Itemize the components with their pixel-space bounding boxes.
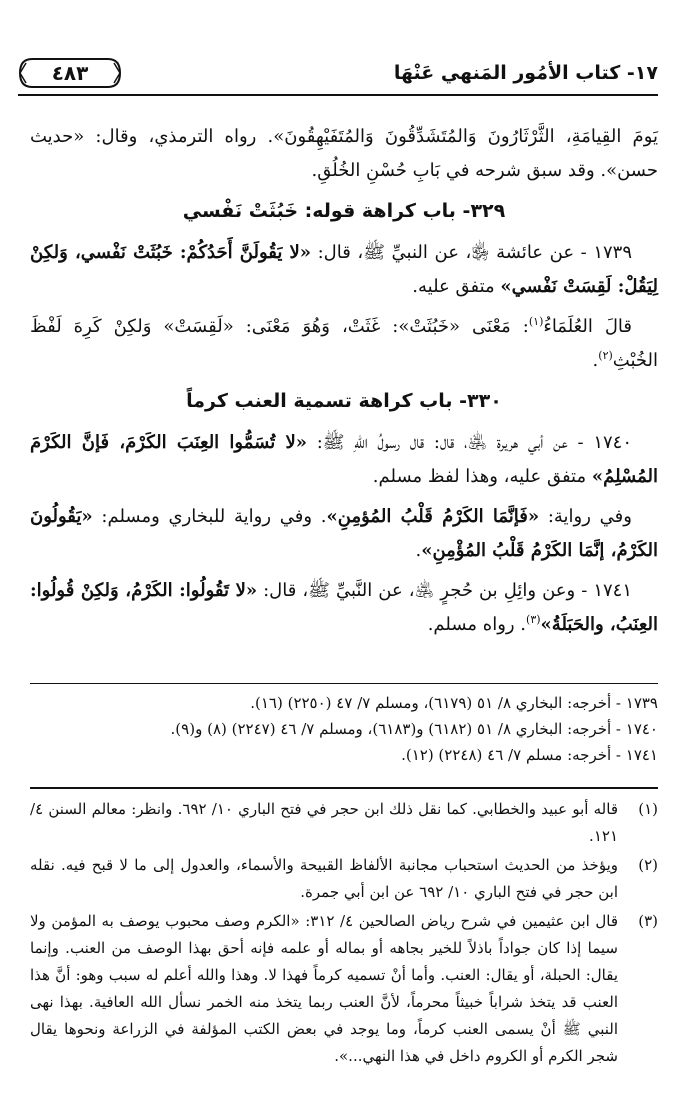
footnotes-divider bbox=[30, 787, 658, 789]
page-number: ٤٨٣ bbox=[51, 61, 89, 85]
header-rule bbox=[18, 94, 658, 96]
footnote-number: (٣) bbox=[638, 912, 658, 930]
footnote-number: (٢) bbox=[638, 856, 658, 874]
riwaya-1-intro: وفي رواية: bbox=[539, 506, 632, 527]
running-title: ١٧- كتاب الأمُور المَنهي عَنْهَا bbox=[393, 62, 658, 84]
hadith-1740-tail: متفق عليه، وهذا لفظ مسلم. bbox=[372, 466, 592, 487]
ulama-text: : مَعْنَى «خَبُثَتْ»: غَثَتْ، وَهُوَ مَعْنَى: «لَقِسَتْ» وَلكِنْ كَرِهَ لَفْظَ الخُبْثِ bbox=[30, 316, 658, 371]
ulama-paragraph bbox=[30, 310, 658, 378]
hadith-1740-intro: ١٧٤٠ - عن أبي هريرة ﵁، قال: قال رسولُ اللهِ ﷺ: bbox=[306, 432, 632, 453]
source-line-1741: ١٧٤١ - أخرجه: مسلم ٧/ ٤٦ (٢٢٤٨) (١٢). bbox=[401, 746, 658, 764]
chapter-heading-330: ٣٣٠- باب كراهة تسمية العنب كرماً bbox=[186, 390, 502, 412]
footnote-text: ويؤخذ من الحديث استحباب مجانبة الألفاظ القبيحة والأسماء، والعدول إلى ما لا قبح فيه. نقله ابن حجر في فتح الباري ١٠/ ٦٩٢ عن ابن أبي جمرة. bbox=[30, 856, 618, 901]
footnotes bbox=[30, 796, 658, 1072]
hadith-1739-tail: متفق عليه. bbox=[412, 276, 501, 297]
footnote-2 bbox=[30, 852, 658, 906]
source-line-1739: ١٧٣٩ - أخرجه: البخاري ٨/ ٥١ (٦١٧٩)، ومسلم ٧/ ٤٧ (٢٢٥٠) (١٦). bbox=[250, 694, 658, 712]
page-header bbox=[18, 52, 658, 94]
footnote-ref-3[interactable]: (٣) bbox=[526, 613, 541, 626]
riwaya-1-matn: «فَإنَّمَا الكَرْمُ قَلْبُ المُؤمِنِ» bbox=[326, 506, 540, 527]
hadith-1739-matn: «لا يَقُولَنَّ أَحَدُكُمْ: خَبُثَتْ نَفْسي، وَلكِنْ لِيَقُلْ: لَقِسَتْ نَفْسي» bbox=[30, 242, 658, 297]
source-line-1740: ١٧٤٠ - أخرجه: البخاري ٨/ ٥١ (٦١٨٢) و(٦١٨٣)، ومسلم ٧/ ٤٦ (٢٢٤٧) (٨) و(٩). bbox=[170, 720, 658, 738]
riwaya-paragraph bbox=[30, 500, 658, 568]
hadith-1740 bbox=[30, 426, 658, 494]
hadith-1741 bbox=[30, 574, 658, 642]
hadith-1740-matn: «لا تُسَمُّوا العِنَبَ الكَرْمَ، فَإنَّ الكَرْمَ المُسْلِمُ» bbox=[30, 432, 658, 487]
riwaya-2-matn: «يَقُولُونَ الكَرْمُ، إنَّمَا الكَرْمُ قَلْبُ المُؤْمِنِ» bbox=[30, 506, 658, 561]
footnote-number: (١) bbox=[638, 800, 658, 818]
chapter-heading-329: ٣٢٩- باب كراهة قوله: خَبُثَتْ نَفْسي bbox=[182, 200, 506, 222]
ulama-end: . bbox=[592, 350, 599, 371]
page-number-frame bbox=[18, 57, 122, 89]
intro-paragraph: يَومَ القِيامَةِ، الثَّرْثَارُونَ وَالمُتَشَدِّقُونَ وَالمُتَفَيْهِقُونَ». رواه الترمذي، وقال: «حديث حسن». وقد سبق شرحه في بَابِ حُسْنِ الخُلُقِ. bbox=[30, 126, 658, 181]
riwaya-2-intro: . وفي رواية للبخاري ومسلم: bbox=[92, 506, 327, 527]
riwaya-end: . bbox=[415, 540, 422, 561]
hadith-1739 bbox=[30, 236, 658, 304]
footnote-text: قال ابن عثيمين في شرح رياض الصالحين ٤/ ٣١٢: «الكرم وصف محبوب يوصف به المؤمن ولا سيما إذا كان جواداً باذلاً للخير بجاهه أو بماله أو علمه فإنه أحق بهذا الوصف من العنب. وإنما يقال: الحبلة، أو يقال: العنب. وأما أنْ تسميه كرماً فهذا لا. وهذا والله أعلم له سبب وهو: أنَّ هذا العنب قد يتخذ شراباً خبيثاً محرماً، لأنَّ العنب ربما يتخذ منه الخمر نسأل الله العافية. بهذا نهى النبي ﷺ أنْ يسمى العنب كرماً، وما يوجد في بعض الكتب المؤلفة في الزراعة ونحوها يقال شجر الكرم أو الكروم داخل في هذا النهي...». bbox=[30, 912, 619, 1065]
hadith-1741-tail: . رواه مسلم. bbox=[427, 614, 527, 635]
footnote-3 bbox=[30, 908, 658, 1070]
main-text bbox=[30, 120, 658, 648]
hadith-1741-intro: ١٧٤١ - وعن وائِلِ بن حُجرٍ ﵁، عن النَّبيِّ ﷺ، قال: bbox=[257, 580, 632, 601]
hadith-1739-intro: ١٧٣٩ - عن عائشة ﵂، عن النبيِّ ﷺ، قال: bbox=[311, 242, 632, 263]
hadith-1741-matn: «لا تَقُولُوا: الكَرْمُ، وَلكِنْ قُولُوا: العِنَبُ، والحَبَلَةُ» bbox=[30, 580, 658, 635]
footnote-ref-1[interactable]: (١) bbox=[528, 315, 544, 328]
footnote-ref-2[interactable]: (٢) bbox=[598, 349, 613, 362]
sources-divider bbox=[30, 683, 658, 684]
footnote-text: قاله أبو عبيد والخطابي. كما نقل ذلك ابن حجر في فتح الباري ١٠/ ٦٩٢. وانظر: معالم السنن ٤/ ١٢١. bbox=[30, 800, 618, 845]
ulama-intro: قالَ العُلَمَاءُ bbox=[543, 316, 632, 337]
hadith-sources bbox=[30, 690, 658, 768]
footnote-1 bbox=[30, 796, 658, 850]
